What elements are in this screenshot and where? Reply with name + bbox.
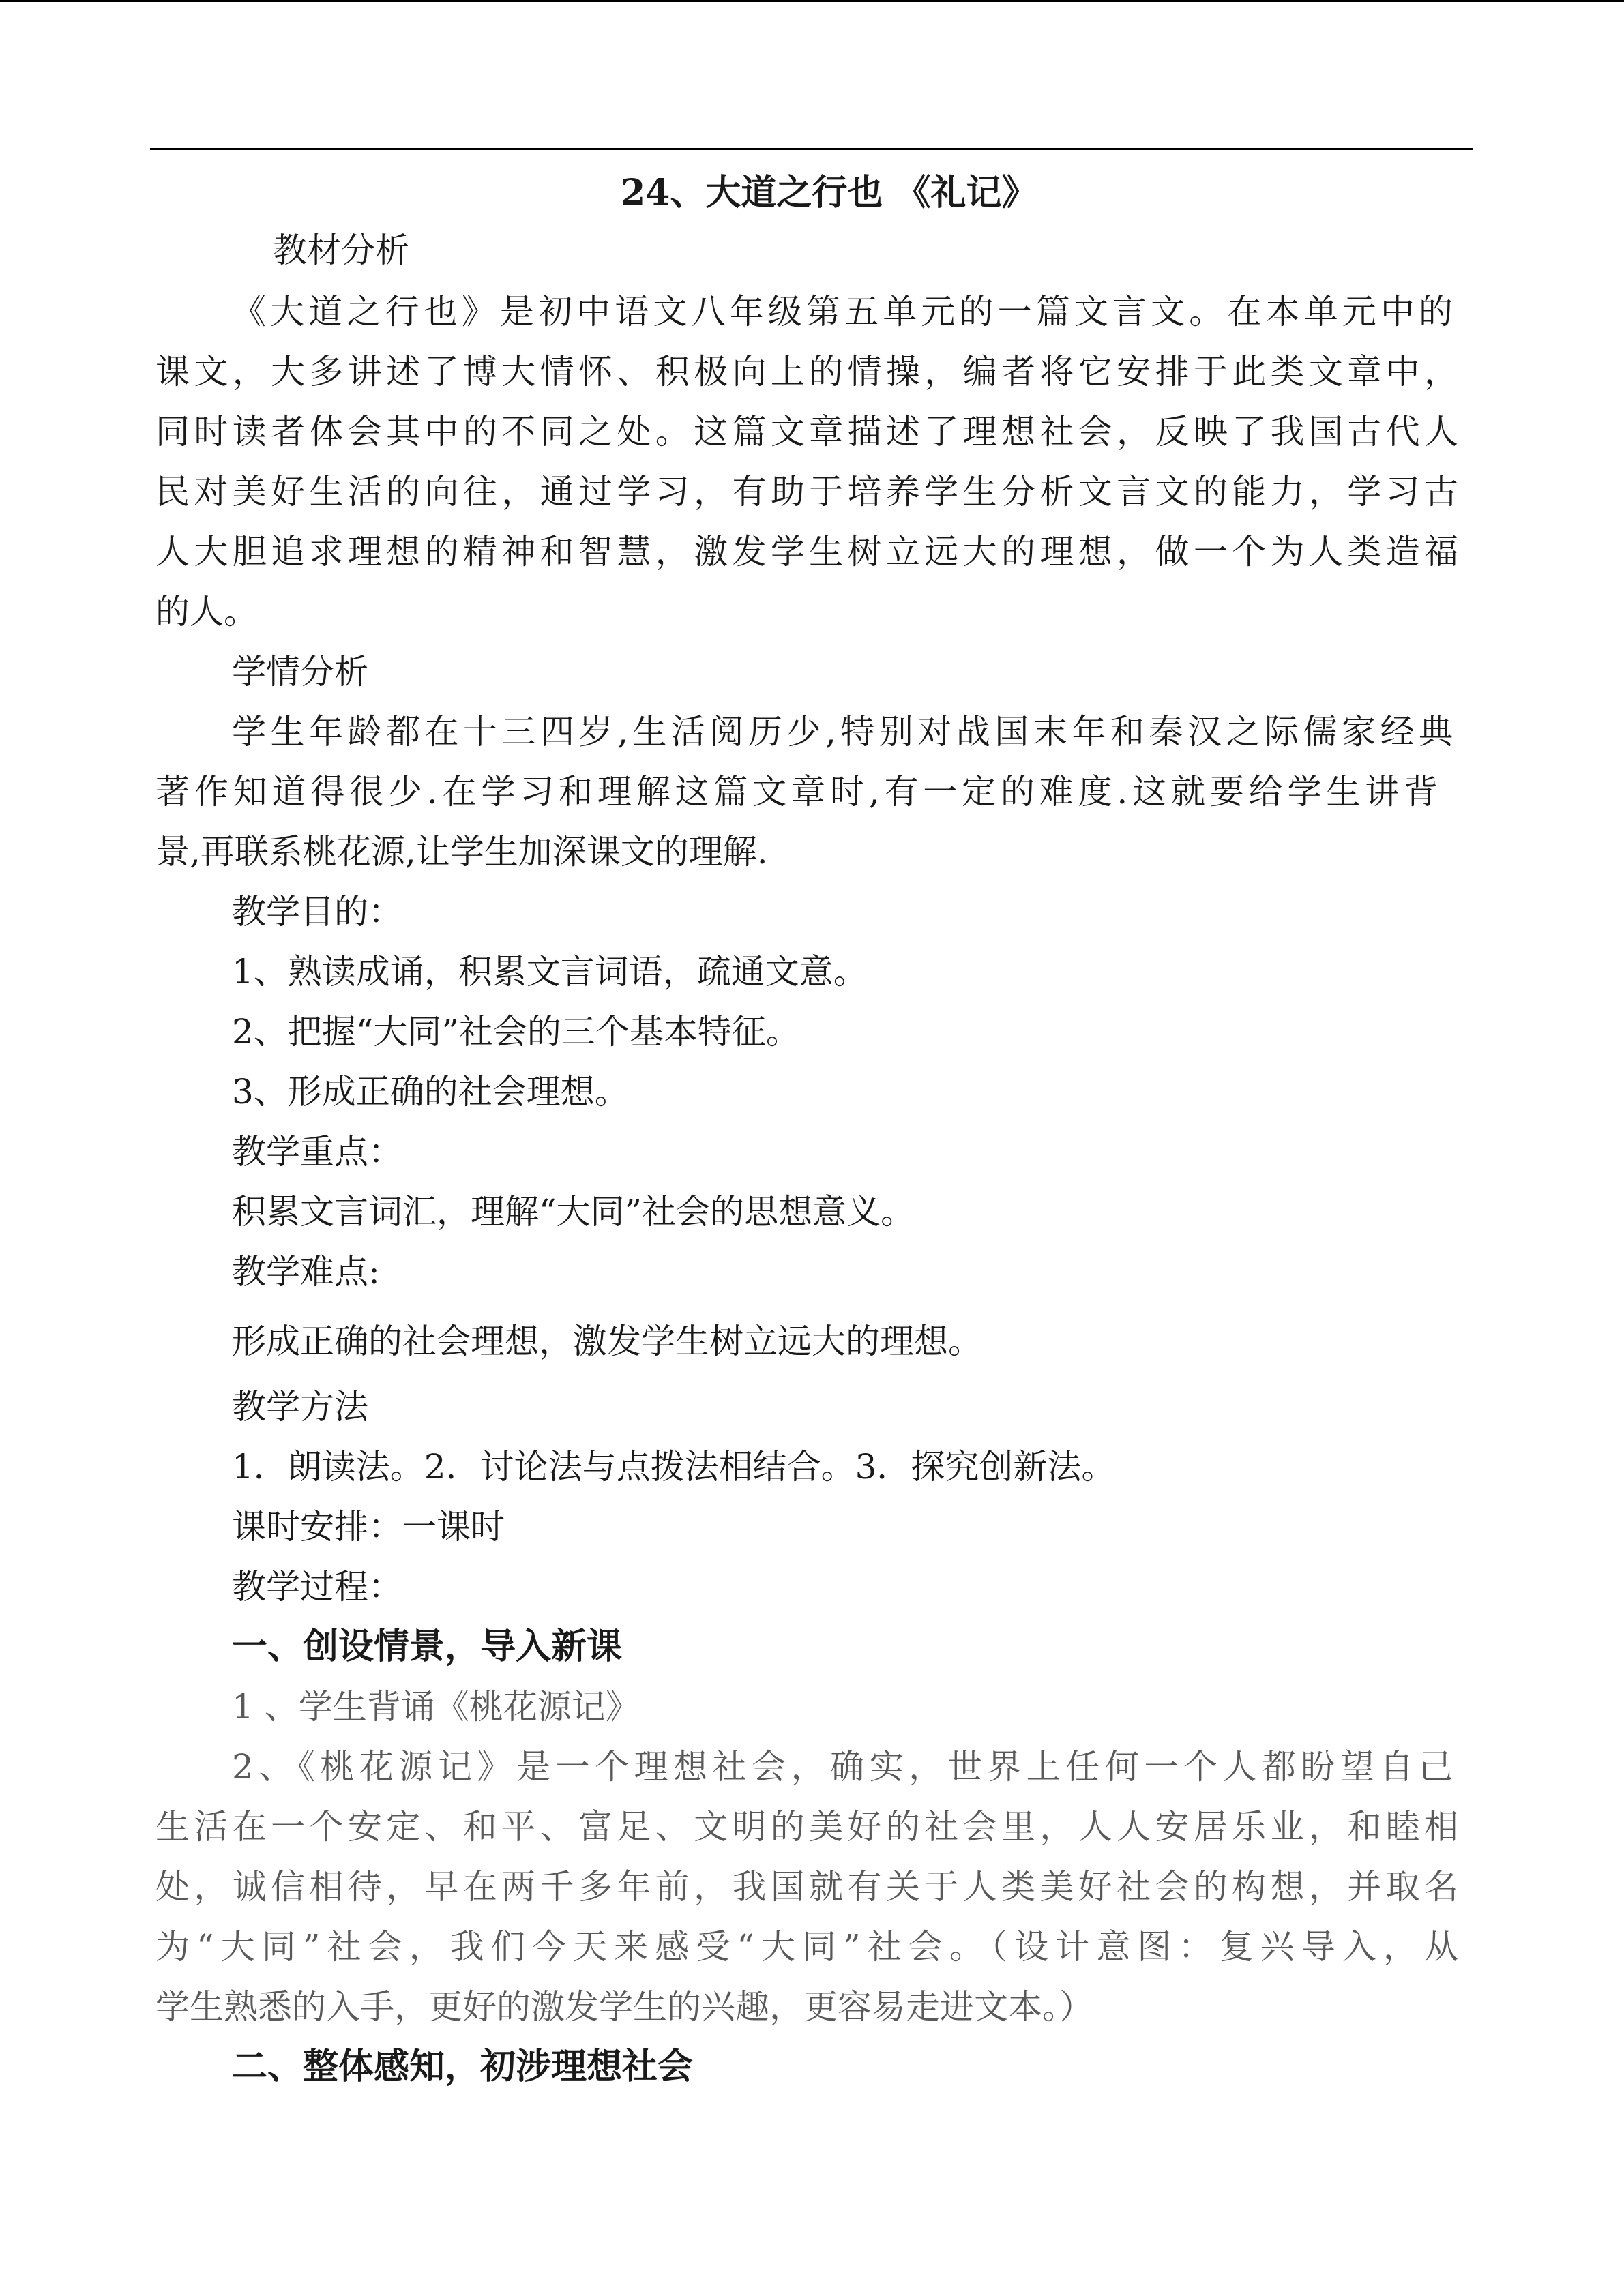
section-heading-part2: 二、整体感知，初涉理想社会 — [232, 2046, 694, 2087]
goal-item: 3、形成正确的社会理想。 — [232, 1072, 629, 1112]
paragraph-line: 学生年龄都在十三四岁,生活阅历少,特别对战国末年和秦汉之际儒家经典 — [232, 712, 1453, 751]
process-item: 1 、学生背诵《桃花源记》 — [232, 1687, 640, 1727]
paragraph-line: 《大道之行也》是初中语文八年级第五单元的一篇文言文。在本单元中的 — [232, 292, 1453, 331]
paragraph-line: 学生熟悉的入手，更好的激发学生的兴趣，更容易走进文本。） — [156, 1987, 1093, 2027]
header-rule — [150, 148, 1473, 150]
paragraph-line: 同时读者体会其中的不同之处。这篇文章描述了理想社会，反映了我国古代人 — [156, 412, 1458, 451]
goal-item: 2、把握“大同”社会的三个基本特征。 — [232, 1012, 800, 1052]
heading-process: 教学过程： — [232, 1567, 402, 1607]
paragraph-line: 课文，大多讲述了博大情怀、积极向上的情操，编者将它安排于此类文章中， — [156, 352, 1458, 391]
paragraph-line: 的人。 — [156, 592, 258, 631]
section-heading-part1: 一、创设情景，导入新课 — [232, 1626, 623, 1667]
paragraph-line: 2、《桃花源记》是一个理想社会，确实，世界上任何一个人都盼望自己 — [232, 1747, 1453, 1787]
heading-teaching-goals: 教学目的： — [232, 892, 402, 931]
heading-material-analysis: 教材分析 — [273, 230, 409, 270]
paragraph-line: 为“大同”社会，我们今天来感受“大同”社会。（设计意图：复兴导入，从 — [156, 1927, 1458, 1967]
lesson-title: 24、大道之行也 《礼记》 — [621, 172, 1037, 213]
methods-text: 1．朗读法。2．讨论法与点拨法相结合。3．探究创新法。 — [232, 1447, 1116, 1487]
difficulties-text: 形成正确的社会理想，激发学生树立远大的理想。 — [232, 1322, 982, 1361]
paragraph-line: 人大胆追求理想的精神和智慧，激发学生树立远大的理想，做一个为人类造福 — [156, 532, 1458, 571]
heading-methods: 教学方法 — [232, 1387, 368, 1427]
paragraph-line: 生活在一个安定、和平、富足、文明的美好的社会里，人人安居乐业，和睦相 — [156, 1807, 1458, 1847]
goal-item: 1、熟读成诵，积累文言词语，疏通文意。 — [232, 952, 868, 992]
heading-key-points: 教学重点： — [232, 1132, 402, 1172]
heading-student-analysis: 学情分析 — [232, 652, 368, 691]
paragraph-line: 著作知道得很少.在学习和理解这篇文章时,有一定的难度.这就要给学生讲背 — [156, 772, 1438, 811]
paragraph-line: 民对美好生活的向往，通过学习，有助于培养学生分析文言文的能力，学习古 — [156, 472, 1458, 511]
paragraph-line: 景,再联系桃花源,让学生加深课文的理解. — [156, 832, 768, 871]
paragraph-line: 处，诚信相待，早在两千多年前，我国就有关于人类美好社会的构想，并取名 — [156, 1867, 1458, 1907]
key-points-text: 积累文言词汇，理解“大同”社会的思想意义。 — [232, 1192, 915, 1232]
schedule-text: 课时安排：一课时 — [232, 1507, 505, 1547]
heading-difficulties: 教学难点: — [232, 1252, 380, 1292]
